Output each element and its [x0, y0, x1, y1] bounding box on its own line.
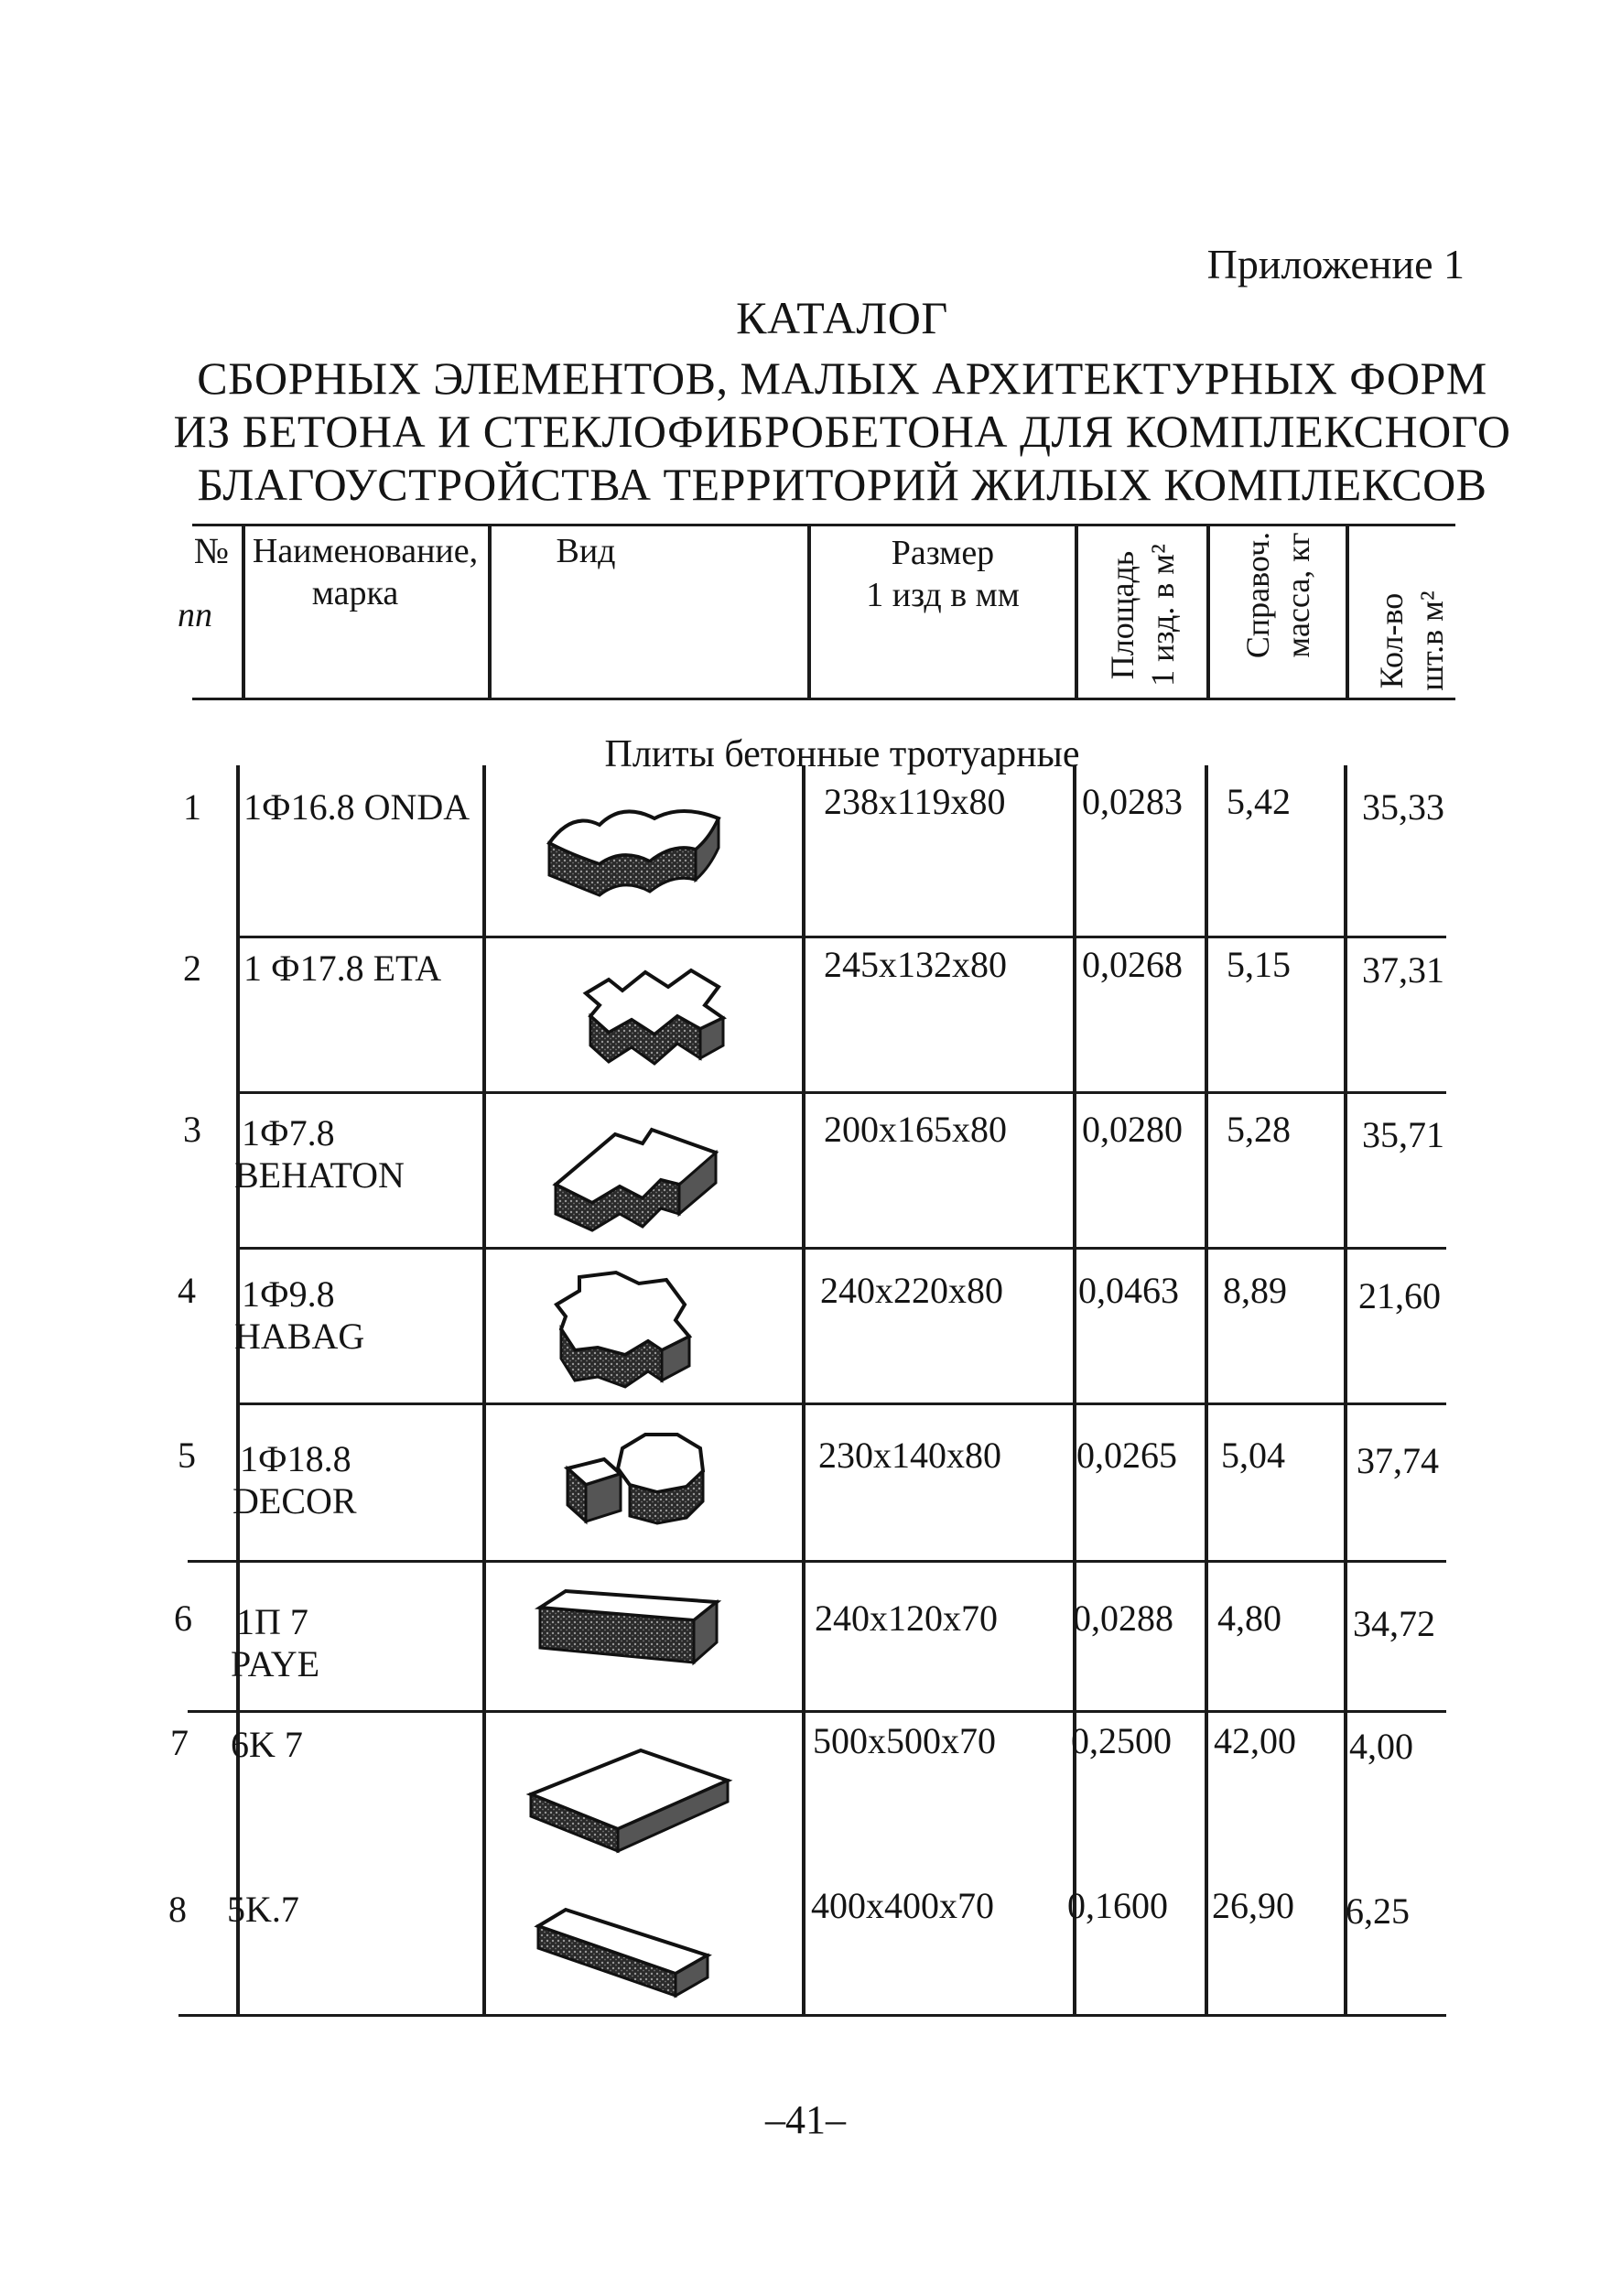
row-area: 0,0265: [1076, 1435, 1177, 1476]
column-divider: [1344, 765, 1347, 2014]
column-divider: [802, 765, 806, 2014]
row-rule: [236, 1403, 1446, 1405]
tile-paye-drawing: [529, 1582, 730, 1692]
page-number: –41–: [765, 2097, 846, 2142]
catalog-subtitle-line-1: СБОРНЫХ ЭЛЕМЕНТОВ, МАЛЫХ АРХИТЕКТУРНЫХ ФОРМ: [197, 352, 1487, 404]
row-number: 3: [183, 1109, 201, 1150]
header-size: Размер: [891, 534, 995, 572]
column-divider: [236, 765, 240, 2014]
row-size: 245x132x80: [824, 944, 1007, 985]
catalog-subtitle-line-3: БЛАГОУСТРОЙСТВА ТЕРРИТОРИЙ ЖИЛЫХ КОМПЛЕКСОВ: [197, 459, 1487, 510]
header-area: Площадь: [1104, 550, 1141, 680]
column-divider: [1075, 525, 1078, 698]
row-mass: 8,89: [1223, 1270, 1287, 1311]
row-rule: [236, 1091, 1446, 1094]
row-name-line-2: PAYE: [231, 1643, 320, 1684]
row-area: 0,0268: [1082, 944, 1183, 985]
row-size: 400x400x70: [811, 1885, 994, 1926]
row-area: 0,0280: [1082, 1109, 1183, 1150]
tile-behaton-drawing: [542, 1111, 739, 1240]
row-number: 6: [174, 1597, 192, 1639]
row-name-line-2: DECOR: [232, 1480, 357, 1522]
row-name-line-2: HABAG: [234, 1316, 365, 1357]
row-name: 1 Ф17.8 ETA: [243, 948, 442, 989]
row-area: 0,0463: [1078, 1270, 1179, 1311]
header-number-sub: пп: [178, 596, 212, 634]
row-area: 0,2500: [1071, 1720, 1172, 1761]
row-name: 6K 7: [231, 1724, 303, 1765]
row-number: 2: [183, 948, 201, 989]
row-size: 240x120x70: [815, 1597, 998, 1639]
appendix-label: Приложение 1: [1206, 241, 1465, 287]
row-size: 230x140x80: [818, 1435, 1001, 1476]
row-area: 0,0288: [1073, 1597, 1173, 1639]
header-size-sub: 1 изд в мм: [866, 576, 1020, 614]
column-divider: [1346, 525, 1349, 698]
column-divider: [1073, 765, 1076, 2014]
row-qty: 6,25: [1346, 1890, 1410, 1932]
row-qty: 37,31: [1362, 949, 1444, 991]
catalog-title: КАТАЛОГ: [736, 292, 948, 343]
catalog-subtitle-line-2: ИЗ БЕТОНА И СТЕКЛОФИБРОБЕТОНА ДЛЯ КОМПЛЕКСНОГО: [173, 406, 1511, 457]
column-divider: [488, 525, 492, 698]
row-mass: 5,15: [1227, 944, 1291, 985]
row-qty: 34,72: [1353, 1603, 1435, 1644]
row-qty: 35,71: [1362, 1114, 1444, 1155]
row-name-line-2: BEHATON: [234, 1154, 405, 1196]
row-size: 238x119x80: [824, 781, 1006, 822]
header-name-sub: марка: [311, 574, 399, 612]
column-divider: [807, 525, 811, 698]
table-top-rule: [192, 524, 1455, 526]
header-number: №: [193, 530, 230, 571]
tile-6k7-drawing: [522, 1739, 741, 1868]
table-bottom-rule: [178, 2014, 1446, 2017]
column-divider: [482, 765, 486, 2014]
row-number: 8: [168, 1889, 187, 1930]
row-rule: [188, 1710, 1446, 1713]
tile-decor-drawing: [549, 1421, 723, 1549]
row-name: 1Ф9.8: [242, 1273, 335, 1315]
row-qty: 37,74: [1357, 1440, 1439, 1481]
row-mass: 26,90: [1212, 1885, 1294, 1926]
row-mass: 4,80: [1217, 1597, 1281, 1639]
row-area: 0,1600: [1067, 1885, 1168, 1926]
header-view: Вид: [556, 532, 616, 570]
row-rule: [236, 1247, 1446, 1250]
row-mass: 42,00: [1214, 1720, 1296, 1761]
row-name: 1Ф18.8: [240, 1438, 351, 1479]
column-divider: [1206, 525, 1210, 698]
row-rule: [188, 1560, 1446, 1563]
header-qty: Кол-во: [1373, 592, 1410, 689]
header-area-sub: 1 изд. в м²: [1144, 544, 1181, 687]
section-heading: Плиты бетонные тротуарные: [604, 733, 1080, 775]
row-mass: 5,42: [1227, 781, 1291, 822]
row-name: 5K.7: [227, 1889, 299, 1930]
tile-5k7-drawing: [529, 1901, 730, 2010]
row-rule: [236, 936, 1446, 938]
row-mass: 5,04: [1221, 1435, 1285, 1476]
row-qty: 21,60: [1358, 1275, 1441, 1316]
row-area: 0,0283: [1082, 781, 1183, 822]
row-name: 1П 7: [236, 1601, 308, 1642]
row-name: 1Ф7.8: [242, 1112, 335, 1153]
header-mass: Справоч.: [1239, 531, 1276, 659]
row-size: 500x500x70: [813, 1720, 996, 1761]
row-number: 5: [178, 1435, 196, 1476]
tile-eta-drawing: [568, 952, 741, 1080]
row-qty: 4,00: [1349, 1726, 1413, 1767]
header-name: Наименование,: [252, 532, 479, 570]
column-divider: [1205, 765, 1208, 2014]
row-qty: 35,33: [1362, 786, 1444, 828]
row-number: 4: [178, 1270, 196, 1311]
row-number: 7: [170, 1722, 189, 1763]
row-name: 1Ф16.8 ONDA: [243, 786, 470, 828]
row-size: 200x165x80: [824, 1109, 1007, 1150]
row-mass: 5,28: [1227, 1109, 1291, 1150]
row-size: 240x220x80: [820, 1270, 1003, 1311]
header-qty-sub: шт.в м²: [1413, 590, 1450, 691]
tile-habag-drawing: [538, 1263, 703, 1401]
tile-onda-drawing: [535, 793, 737, 912]
table-header-bottom-rule: [192, 698, 1455, 700]
row-number: 1: [183, 786, 201, 828]
header-mass-sub: масса, кг: [1280, 532, 1316, 658]
